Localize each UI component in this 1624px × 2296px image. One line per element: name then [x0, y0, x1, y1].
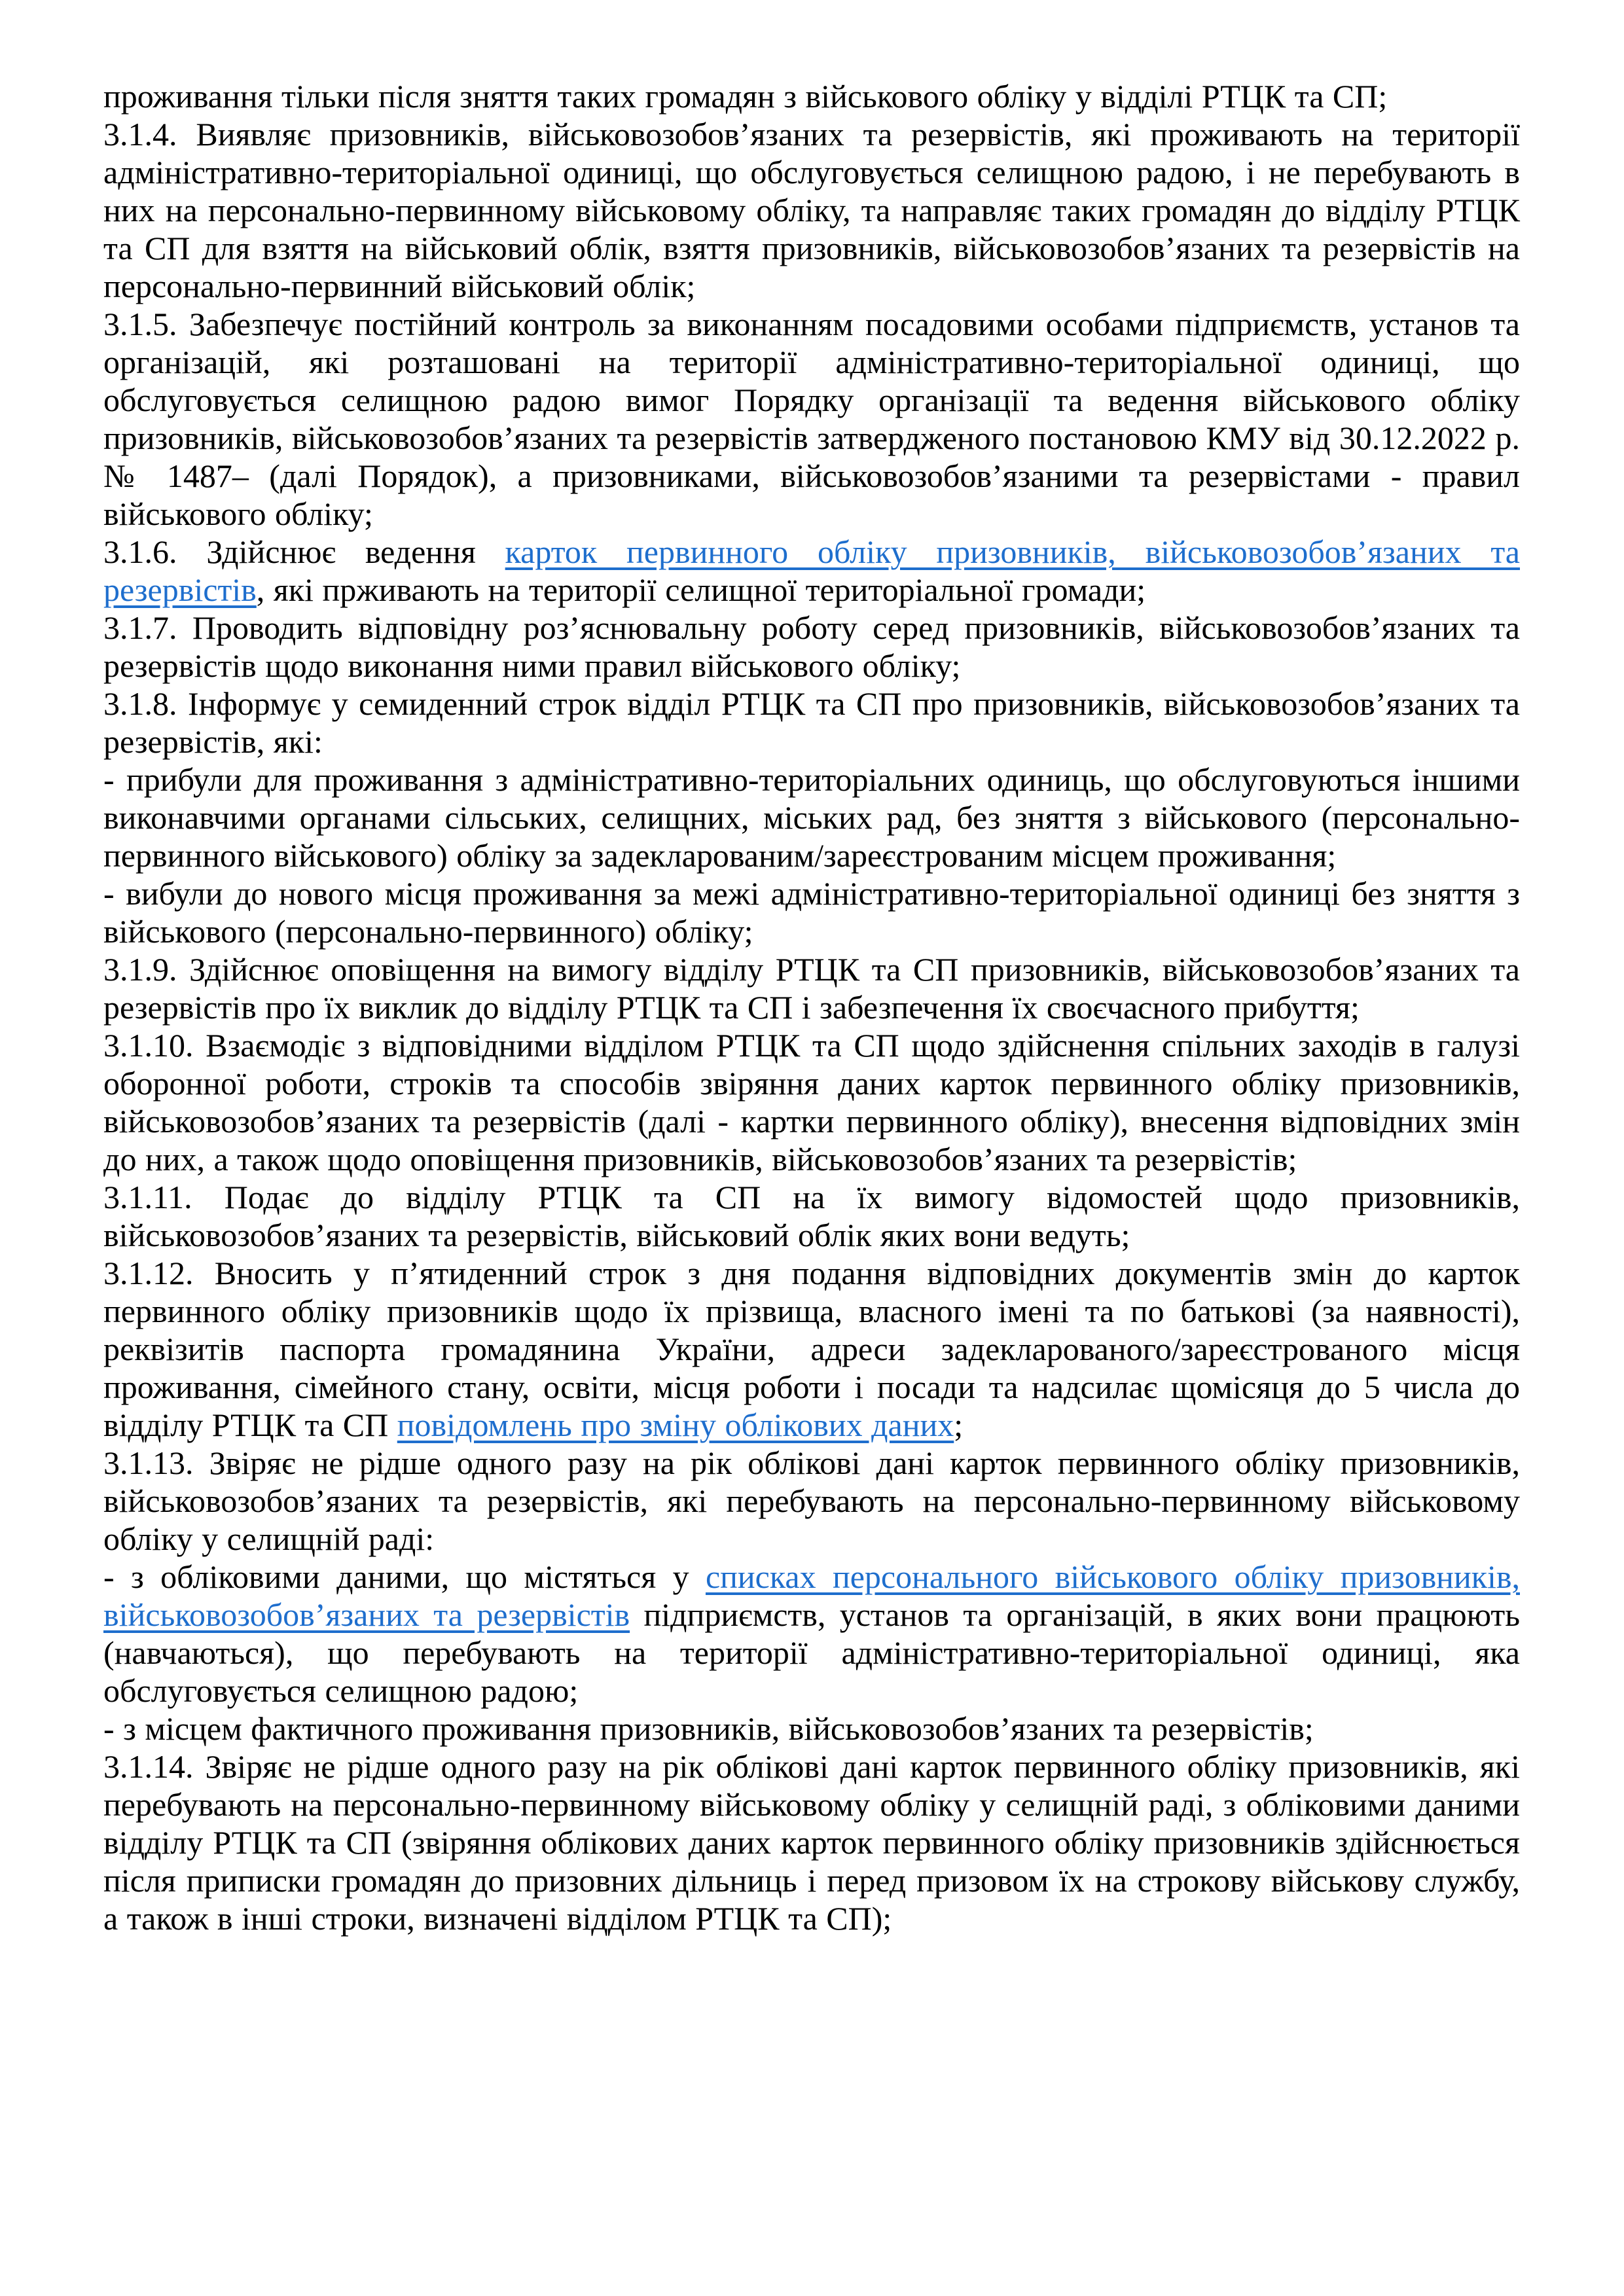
text-run: 3.1.4. Виявляє призовників, військовозобов’язаних та резервістів, які проживають на території адміністративно-територіальної одиниці, що обслуговується селищною радою, і не перебувають в них на персонально-первинному військовому обліку, та направляє таких громадян до відділу РТЦК та СП для взяття на військовий облік, взяття призовників, військовозобов’язаних та резервістів на персонально-первинний військовий облік; — [103, 116, 1520, 304]
text-run: 3.1.9. Здійснює оповіщення на вимогу відділу РТЦК та СП призовників, військовозобов’язаних та резервістів про їх виклик до відділу РТЦК та СП і забезпечення їх своєчасного прибуття; — [103, 951, 1520, 1026]
text-run: 3.1.7. Проводить відповідну роз’яснювальну роботу серед призовників, військовозобов’язаних та резервістів щодо виконання ними правил військового обліку; — [103, 609, 1520, 684]
paragraph-3-1-14 — [103, 1748, 1520, 1937]
paragraph-3-1-6 — [103, 533, 1520, 609]
link-personal-military-records-lists[interactable]: списках персонального військового обліку призовників, військовозобов’язаних та резервістів — [103, 1558, 1520, 1633]
paragraph-bullet-departed — [103, 874, 1520, 950]
link-primary-record-cards[interactable]: карток первинного обліку призовників, військовозобов’язаних та резервістів — [103, 533, 1520, 608]
paragraph-bullet-actual-residence — [103, 1710, 1520, 1748]
paragraph-3-1-13 — [103, 1444, 1520, 1558]
paragraph-3-1-10 — [103, 1026, 1520, 1178]
paragraph-3-1-7 — [103, 609, 1520, 685]
text-run: , які прживають на території селищної територіальної громади; — [256, 571, 1146, 608]
text-run: - вибули до нового місця проживання за межі адміністративно-територіальної одиниці без зняття з військового (персонально-первинного) обліку; — [103, 875, 1520, 950]
paragraph-bullet-accounting-data — [103, 1558, 1520, 1710]
text-run: 3.1.6. Здійснює ведення — [103, 533, 505, 570]
text-run: 3.1.8. Інформує у семиденний строк відділ РТЦК та СП про призовників, військовозобов’язаних та резервістів, які: — [103, 685, 1520, 760]
text-run: 3.1.13. Звіряє не рідше одного разу на рік облікові дані карток первинного обліку призовників, військовозобов’язаних та резервістів, які перебувають на персонально-первинному військовому обліку у селищній раді: — [103, 1444, 1520, 1557]
text-run: 3.1.11. Подає до відділу РТЦК та СП на їх вимогу відомостей щодо призовників, військовозобов’язаних та резервістів, військовий облік яких вони ведуть; — [103, 1179, 1520, 1253]
document-body — [103, 77, 1520, 1937]
paragraph-3-1-8 — [103, 685, 1520, 761]
text-run: 3.1.14. Звіряє не рідше одного разу на рік облікові дані карток первинного обліку призовників, які перебувають на персонально-первинному військовому обліку у селищній раді, з обліковими даними відділу РТЦК та СП (звіряння облікових даних карток первинного обліку призовників здійснюється після приписки громадян до призовних дільниць і перед призовом їх на строкову військову службу, а також в інші строки, визначені відділом РТЦК та СП); — [103, 1748, 1520, 1937]
paragraph-continuation — [103, 77, 1520, 115]
text-run: підприємств, установ та організацій, в яких вони працюють (навчаються), що перебувають на території адміністративно-територіальної одиниці, яка обслуговується селищною радою; — [103, 1596, 1520, 1709]
text-run: 3.1.5. Забезпечує постійний контроль за виконанням посадовими особами підприємств, установ та організацій, які розташовані на території адміністративно-територіальної одиниці, що обслуговується селищною радою вимог Порядку організації та ведення військового обліку призовників, військовозобов’язаних та резервістів затвердженого постановою КМУ від 30.12.2022 р. № 1487– (далі Порядок), а призовниками, військовозобов’язаними та резервістами - правил військового обліку; — [103, 306, 1520, 532]
paragraph-3-1-5 — [103, 305, 1520, 533]
paragraph-3-1-9 — [103, 950, 1520, 1026]
text-run: 3.1.12. Вносить у п’ятиденний строк з дня подання відповідних документів змін до карток первинного обліку призовників щодо їх прізвища, власного імені та по батькові (за наявності), реквізитів паспорта громадянина України, адреси задекларованого/зареєстрованого місця проживання, сімейного стану, освіти, місця роботи і посади та надсилає щомісяця до 5 числа до відділу РТЦК та СП — [103, 1255, 1520, 1443]
text-run: - з обліковими даними, що містяться у — [103, 1558, 706, 1595]
text-run: - з місцем фактичного проживання призовників, військовозобов’язаних та резервістів; — [103, 1710, 1314, 1747]
text-run: проживання тільки після зняття таких громадян з військового обліку у відділі РТЦК та СП; — [103, 78, 1388, 115]
text-run: ; — [954, 1407, 964, 1443]
paragraph-3-1-4 — [103, 115, 1520, 305]
text-run: 3.1.10. Взаємодіє з відповідними відділом РТЦК та СП щодо здійснення спільних заходів в галузі оборонної роботи, строків та способів звіряння даних карток первинного обліку призовників, військовозобов’язаних та резервістів (далі - картки первинного обліку), внесення відповідних змін до них, а також щодо оповіщення призовників, військовозобов’язаних та резервістів; — [103, 1027, 1520, 1177]
paragraph-bullet-arrived — [103, 761, 1520, 874]
paragraph-3-1-11 — [103, 1178, 1520, 1254]
text-run: - прибули для проживання з адміністративно-територіальних одиниць, що обслуговуються іншими виконавчими органами сільських, селищних, міських рад, без зняття з військового (персонально-первинного військового) обліку за задекларованим/зареєстрованим місцем проживання; — [103, 761, 1520, 874]
link-change-notifications[interactable]: повідомлень про зміну облікових даних — [397, 1407, 954, 1443]
paragraph-3-1-12 — [103, 1254, 1520, 1444]
